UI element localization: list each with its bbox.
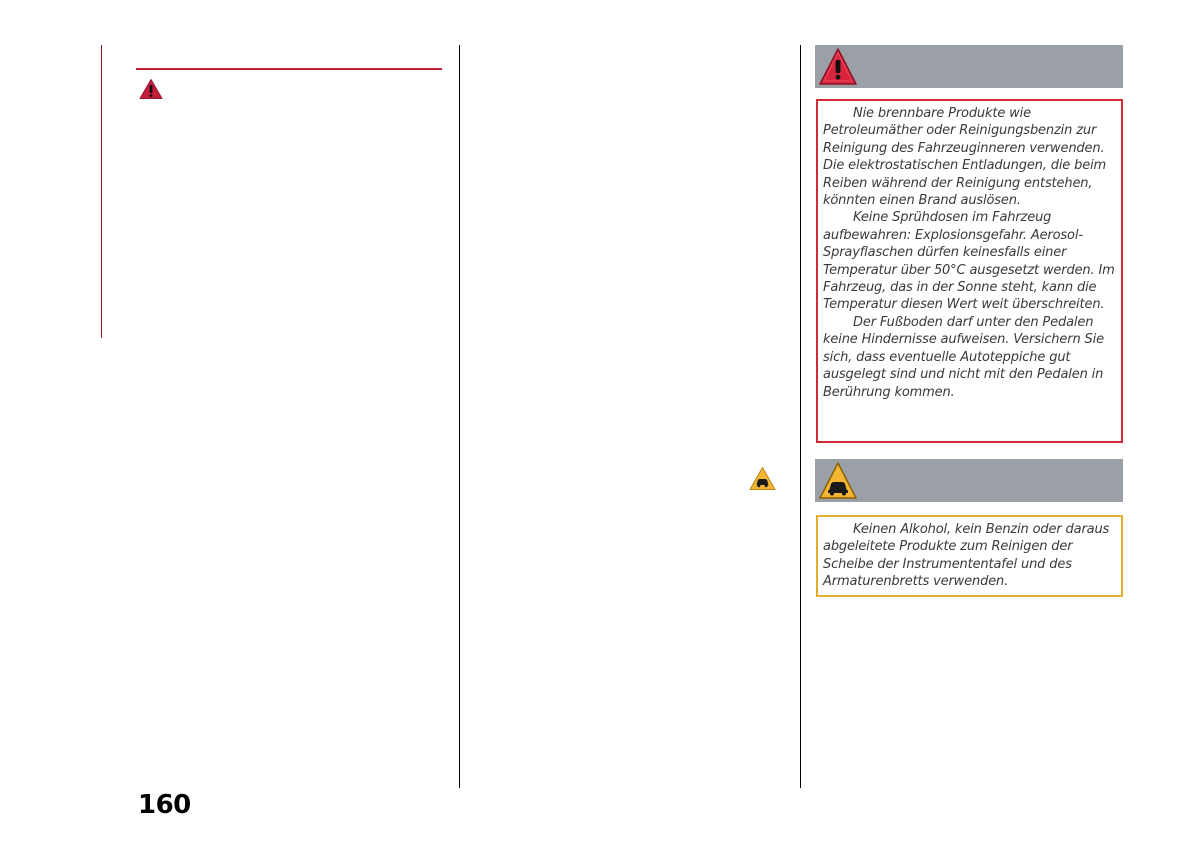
warning-paragraph: Der Fußboden darf unter den Pedalen keine Hindernisse aufweisen. Versichern Sie sich, dass eventuelle Autoteppiche gut ausgelegt sind und nicht mit den Pedalen in Berührung kommen. xyxy=(823,314,1104,400)
caution-header-bar xyxy=(815,459,1123,502)
page-number: 160 xyxy=(138,790,191,820)
section-rule xyxy=(136,68,442,70)
caution-warning-box xyxy=(816,515,1123,597)
caution-paragraph: Keinen Alkohol, kein Benzin oder daraus abgeleitete Produkte zum Reinigen der Scheibe der Instrumententafel und des Armaturenbretts verwenden. xyxy=(823,522,1110,590)
vehicle-caution-icon xyxy=(749,466,776,491)
danger-warning-box xyxy=(816,99,1123,443)
warning-paragraph: Keine Sprühdosen im Fahrzeug aufbewahren: Explosionsgefahr. Aerosol-Sprayflaschen dürfen keinesfalls einer Temperatur über 50°C ausgesetzt werden. Im Fahrzeug, das in der Sonne steht, kann die Temperatur diesen Wert weit überschreiten. xyxy=(823,210,1115,313)
warning-triangle-icon xyxy=(139,78,163,100)
warning-triangle-icon xyxy=(818,47,858,87)
column-divider-left xyxy=(459,45,460,788)
margin-marker xyxy=(101,45,102,338)
vehicle-caution-icon xyxy=(818,461,858,501)
danger-header-bar xyxy=(815,45,1123,88)
column-divider-right xyxy=(800,45,801,788)
warning-paragraph: Nie brennbare Produkte wie Petroleumäther oder Reinigungsbenzin zur Reinigung des Fahrzeuginneren verwenden. Die elektrostatischen Entladungen, die beim Reiben während der Reinigung entstehen, könnten einen Brand auslösen. xyxy=(823,106,1107,209)
